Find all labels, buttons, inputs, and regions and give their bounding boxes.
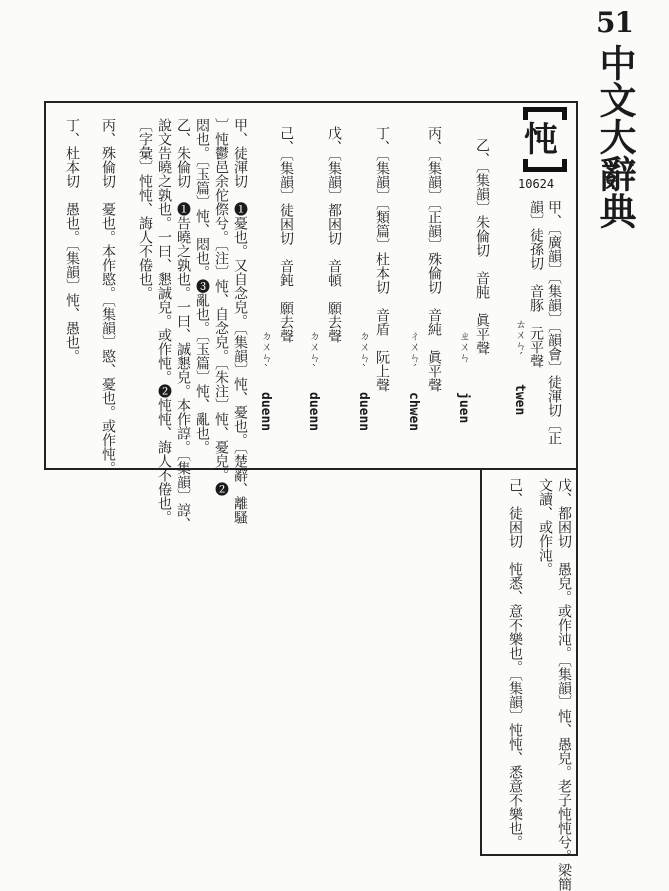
reading-3-bopomofo: ㄔㄨㄣˊ xyxy=(408,330,421,376)
definition-line-5: 說文告曉之孰也。一曰、懇誠皃。或作忳。❷忳忳、誨人不倦也。 xyxy=(156,118,172,524)
page-number: 51 xyxy=(596,6,633,39)
continuation-line-1: 戊、都困切 愚皃。或作沌。〔集韻〕忳、愚皃。老子忳忳兮。梁簡 xyxy=(556,478,572,891)
definition-line-8: 丁、杜本切 愚也。〔集韻〕忳、愚也。 xyxy=(64,118,80,363)
definition-line-6: 〔字彙〕忳忳、誨人不倦也。 xyxy=(137,118,153,300)
reading-5-romanization: duenn xyxy=(306,392,321,432)
reading-4-bopomofo: ㄉㄨㄣˋ xyxy=(358,330,371,376)
reading-2-bopomofo: ㄓㄨㄣ xyxy=(458,330,471,363)
definition-line-7: 丙、殊倫切 憂也。本作愍。〔集韻〕愍、憂也。或作忳。 xyxy=(100,118,116,475)
reading-2-romanization: juen xyxy=(456,392,471,424)
reading-1-bopomofo: ㄊㄨㄣˊ xyxy=(514,318,527,364)
definition-line-2: 〕忳鬱邑余佗傺兮。〔注〕忳、自念皃。〔朱注〕忳、憂皃。❷ xyxy=(213,118,229,496)
reading-1-romanization: twen xyxy=(512,384,527,416)
reading-1-line-1: 甲、〔廣韻〕〔集韻〕〔韻會〕徒渾切〔正 xyxy=(546,200,562,445)
entry-number: 10624 xyxy=(518,177,555,191)
definition-line-4: 乙、朱倫切 ❶告曉之孰也。一曰、誠懇皃。本作諄。〔集韻〕諄、 xyxy=(175,118,191,531)
headword-character: 忳 xyxy=(524,120,558,160)
continuation-line-3: 己、徒困切 忳悉、意不樂也。〔集韻〕忳忳、悉意不樂也。 xyxy=(507,478,523,849)
definition-line-1: 甲、徒渾切 ❶憂也。又自念皃。〔集韻〕忳、憂也。〔楚辭、離騷 xyxy=(232,118,248,524)
reading-1-line-2: 韻〕徒孫切 音豚 元平聲 xyxy=(528,200,544,368)
close-bracket-mark xyxy=(523,159,567,172)
dictionary-title: 中文大辭典 xyxy=(593,44,637,229)
reading-3-line: 丙、〔集韻〕〔正韻〕殊倫切 音純 眞平聲 xyxy=(426,126,442,392)
reading-4-romanization: duenn xyxy=(356,392,371,432)
definition-line-3: 悶也。〔玉篇〕忳、悶也。❸亂也。〔玉篇〕忳、亂也。 xyxy=(194,118,210,454)
reading-6-bopomofo: ㄉㄨㄣˋ xyxy=(260,330,273,376)
reading-2-line: 乙、〔集韻〕朱倫切 音肫 眞平聲 xyxy=(474,138,490,355)
reading-3-romanization: chwen xyxy=(406,392,421,432)
continuation-line-2: 文讀、或作沌。 xyxy=(537,478,553,576)
reading-4-line: 丁、〔集韻〕〔類篇〕杜本切 音盾 阮上聲 xyxy=(374,126,390,392)
reading-5-line: 戊、〔集韻〕都困切 音頓 願去聲 xyxy=(326,126,342,343)
open-bracket-mark xyxy=(523,107,567,120)
headword xyxy=(519,107,563,173)
reading-6-romanization: duenn xyxy=(258,392,273,432)
reading-6-line: 己、〔集韻〕徒困切 音鈍 願去聲 xyxy=(278,126,294,343)
reading-5-bopomofo: ㄉㄨㄣˋ xyxy=(308,330,321,376)
